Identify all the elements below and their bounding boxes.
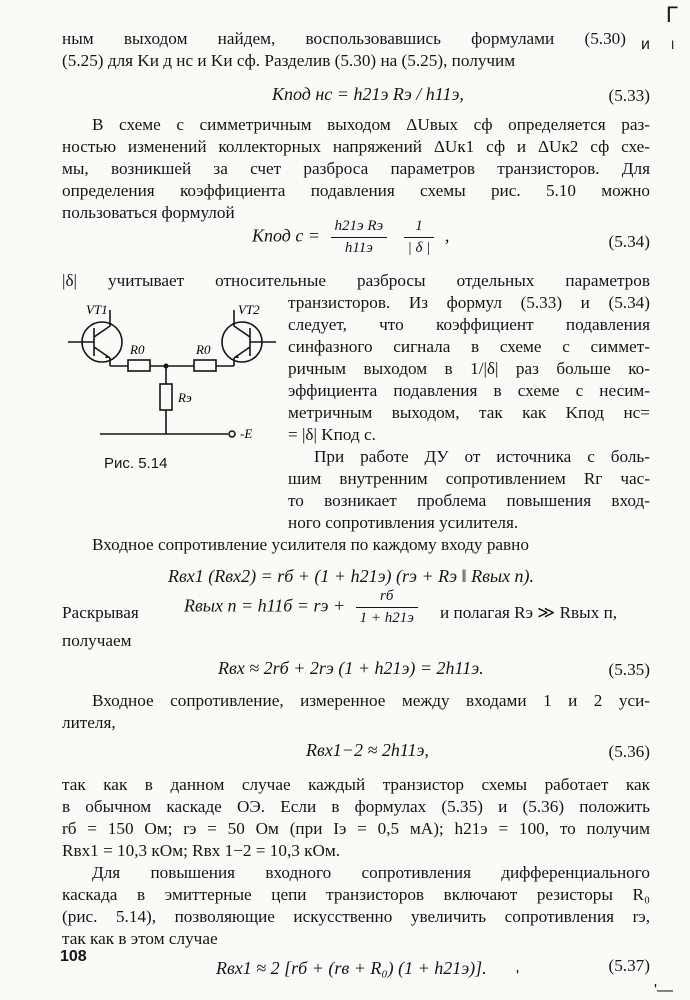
equation-5-35: Rвх ≈ 2rб + 2rэ (1 + h21э) = 2h11э. (218, 658, 484, 678)
resistor-re (160, 384, 172, 410)
equation-5-34-f1-numerator: h21э Rэ (331, 218, 388, 238)
text-line-24: Входное сопротивление, измеренное между входами 1 и 2 уси- (92, 691, 650, 710)
text-line-30: Для повышения входного сопротивления дифференциального (92, 863, 650, 882)
text-line-5: мы, возникшей за счет разброса параметров транзисторов. Для (62, 159, 650, 178)
text-line-20: Входное сопротивление усилителя по каждому входу равно (92, 535, 529, 554)
text-line-10: следует, что коэффициент подавления (288, 315, 650, 334)
equation-number-5-34: (5.34) (608, 232, 650, 251)
equation-5-37: Rвх1 ≈ 2 [rб + (rв + R₀) (1 + h21э)]. (216, 958, 487, 978)
resistor-r0-left (128, 360, 150, 371)
text-line-19: ного сопротивления усилителя. (288, 513, 519, 532)
equation-rout-fraction (356, 588, 418, 627)
resistor-r0-right (194, 360, 216, 371)
margin-mark-bar: I (671, 38, 675, 52)
equation-input-resistance: Rвх1 (Rвх2) = rб + (1 + h21э) (rэ + Rэ ‖ Rвых п). (168, 566, 535, 586)
equation-number-5-35: (5.35) (608, 660, 650, 679)
text-line-2: (5.25) для Kи д нс и Kи сф. Разделив (5.30) на (5.25), получим (62, 51, 516, 70)
text-line-16: При работе ДУ от источника с боль- (314, 447, 650, 466)
text-line-27: в обычном каскаде ОЭ. Если в формулах (5.35) и (5.36) положить (62, 797, 650, 816)
equation-5-36: Rвх1−2 ≈ 2h11э, (306, 740, 429, 760)
text-line-13: эффициента подавления в схеме с несим- (288, 381, 650, 400)
equation-5-34-fraction-2 (404, 218, 435, 257)
figure-caption: Рис. 5.14 (104, 455, 168, 472)
margin-mark-top: Г (666, 2, 678, 27)
text-line-17: шим внутренним сопротивлением Rг час- (288, 469, 650, 488)
text-line-6: определения коэффициента подавления схемы рис. 5.10 можно (62, 181, 650, 200)
label-r0-left: R0 (130, 342, 145, 357)
equation-rout (184, 588, 424, 627)
label-re: Rэ (178, 390, 192, 405)
equation-5-33: Kпод нс = h21э Rэ / h11э, (272, 84, 464, 104)
margin-mark-i: и (641, 36, 650, 53)
equation-rout-denominator: 1 + h21э (359, 610, 414, 626)
margin-mark-bottom: ' (516, 968, 520, 985)
equation-5-34-f1-denominator: h11э (344, 240, 373, 256)
equation-5-34 (252, 218, 449, 257)
margin-mark-corner: '— (654, 982, 674, 999)
equation-number-5-37: (5.37) (608, 956, 650, 975)
text-line-21: Раскрывая (62, 603, 139, 622)
equation-5-34-f2-numerator: 1 (404, 218, 435, 238)
figure-circuit (60, 296, 286, 446)
equation-5-34-left: Kпод с = (252, 225, 321, 246)
text-line-18: то возникает проблема повышения вход- (288, 491, 650, 510)
label-vt2: VT2 (238, 302, 260, 317)
text-line-31: каскада в эмиттерные цепи транзисторов включают резисторы R₀ (62, 885, 650, 904)
equation-5-34-f2-denominator: | δ | (407, 240, 431, 256)
text-line-23: получаем (62, 631, 132, 650)
page-number: 108 (60, 948, 87, 965)
text-line-4: ностью изменений коллекторных напряжений ΔUк1 сф и ΔUк2 сф схе- (62, 137, 650, 156)
label-r0-right: R0 (196, 342, 211, 357)
text-line-32: (рис. 5.14), позволяющие искусственно увеличить сопротивления rэ, (62, 907, 650, 926)
equation-5-34-fraction-1 (331, 218, 388, 257)
text-line-28: rб = 150 Ом; rэ = 50 Ом (при Iэ = 0,5 мА); h21э = 100, то получим (62, 819, 650, 838)
text-line-3: В схеме с симметричным выходом ΔUвых сф определяется раз- (92, 115, 650, 134)
text-line-29: Rвх1 = 10,3 кОм; Rвх 1−2 = 10,3 кОм. (62, 841, 341, 860)
text-line-11: синфазного сигнала в схеме с симмет- (288, 337, 650, 356)
equation-5-34-tail: , (444, 225, 450, 246)
text-line-22: и полагая Rэ ≫ Rвых п, (440, 603, 618, 622)
text-line-15: = |δ| Kпод с. (288, 425, 376, 444)
equation-number-5-36: (5.36) (608, 742, 650, 761)
text-line-1: ным выходом найдем, воспользовавшись формулами (5.30) (62, 29, 626, 48)
text-line-33: так как в этом случае (62, 929, 218, 948)
text-line-8: |δ| учитывает относительные разбросы отдельных параметров (62, 271, 650, 290)
text-line-7: пользоваться формулой (62, 203, 235, 222)
equation-rout-numerator: rб (356, 588, 418, 608)
text-line-12: ричным выходом в 1/|δ| раз больше ко- (288, 359, 650, 378)
label-minus-e: -E (240, 426, 253, 441)
equation-number-5-33: (5.33) (608, 86, 650, 105)
equation-rout-left: Rвых п = h11б = rэ + (184, 595, 346, 616)
text-line-14: метричным выходом, так как Kпод нс= (288, 403, 650, 422)
text-line-25: лителя, (62, 713, 116, 732)
text-line-9: транзисторов. Из формул (5.33) и (5.34) (288, 293, 650, 312)
label-vt1: VT1 (86, 302, 108, 317)
text-line-26: так как в данном случае каждый транзистор схемы работает как (62, 775, 650, 794)
